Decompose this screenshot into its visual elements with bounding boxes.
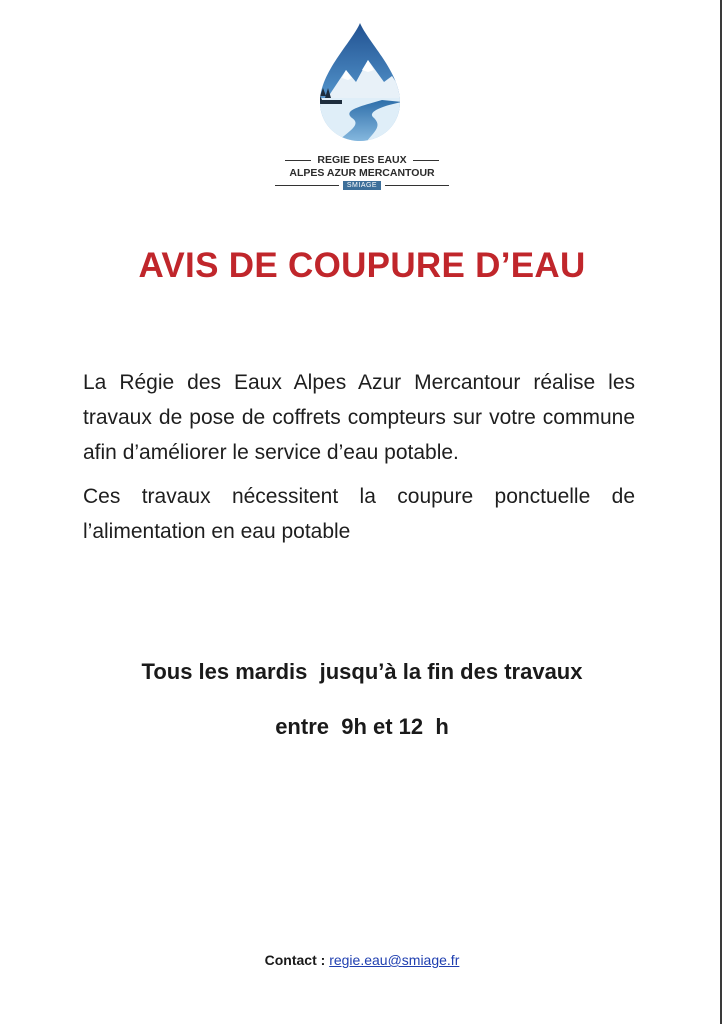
notice-paragraph-works: La Régie des Eaux Alpes Azur Mercantour réalise les travaux de pose de coffrets compteurs sur votre commune afin d’améliorer le service d’eau potable. (83, 371, 635, 464)
divider-rule (285, 160, 311, 161)
smiage-badge: SMIAGE (343, 181, 381, 190)
divider-rule (413, 160, 439, 161)
divider-rule (275, 185, 339, 186)
notice-title: AVIS DE COUPURE D’EAU (138, 246, 586, 285)
schedule-days: Tous les mardis jusqu’à la fin des travaux (141, 659, 583, 684)
organization-name-line1: REGIE DES EAUX (317, 154, 407, 166)
organization-name (262, 154, 462, 190)
contact-email-link[interactable]: regie.eau@smiage.fr (329, 952, 460, 968)
water-drop-logo-icon (312, 20, 408, 146)
schedule-hours: entre 9h et 12 h (275, 714, 449, 739)
divider-rule (385, 185, 449, 186)
organization-name-line2: ALPES AZUR MERCANTOUR (289, 167, 435, 179)
contact-line (0, 952, 724, 968)
contact-label: Contact : (264, 952, 326, 968)
page-edge (720, 0, 722, 1024)
notice-paragraph-interruption: Ces travaux nécessitent la coupure ponctuelle de l’alimentation en eau potable (83, 485, 635, 543)
